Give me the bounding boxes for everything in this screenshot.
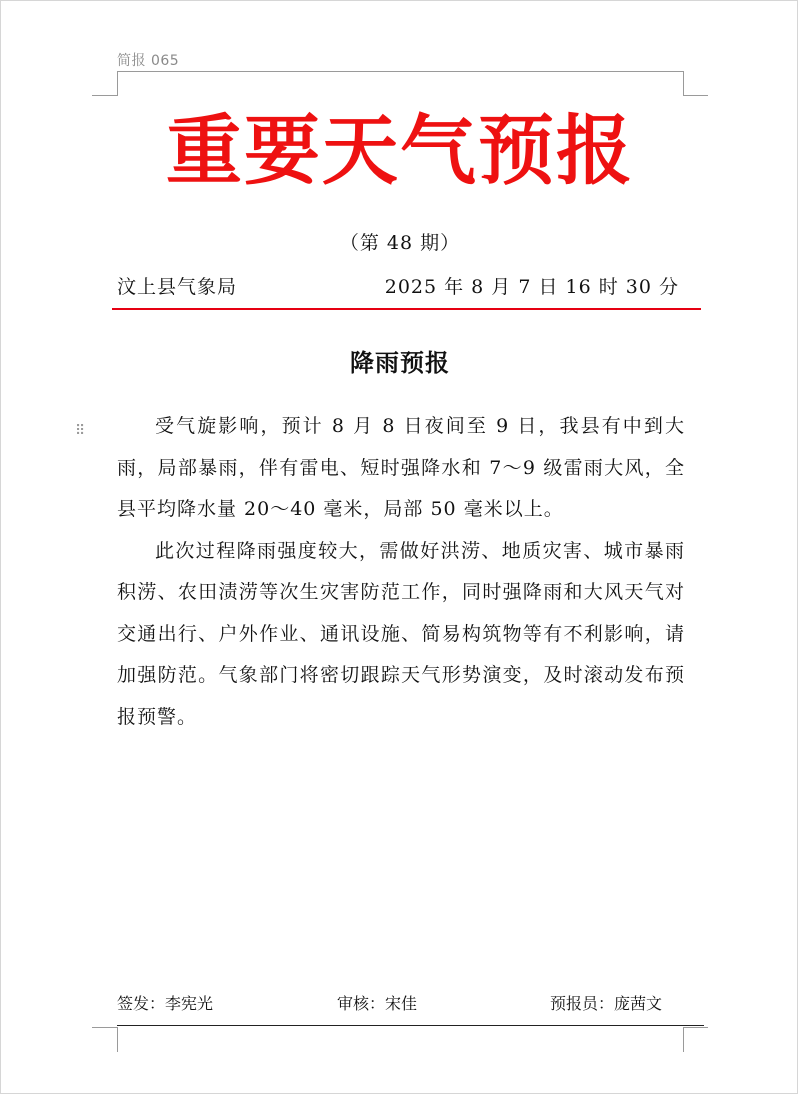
body-paragraph: 受气旋影响，预计 8 月 8 日夜间至 9 日，我县有中到大雨，局部暴雨，伴有雷电、短时强降水和 7～9 级雷雨大风，全县平均降水量 20～40 毫米，局部 50 毫米以上。 (117, 415, 685, 520)
drag-handle-icon[interactable]: ⠿ (75, 423, 86, 439)
issuer-signature: 签发：李宪光 (117, 994, 214, 1013)
organization: 汶上县气象局 (117, 276, 238, 298)
masthead-red-rule (112, 308, 701, 310)
crop-mark-bottom-right-v (683, 1027, 684, 1052)
header-label: 简报 065 (117, 53, 180, 69)
forecaster-signature: 预报员：庞茜文 (550, 994, 663, 1013)
document-body[interactable] (117, 406, 685, 738)
issue-datetime: 2025 年 8 月 7 日 16 时 30 分 (384, 276, 679, 298)
document-heading: 降雨预报 (350, 348, 450, 377)
crop-mark-top-right-h (683, 95, 708, 96)
crop-mark-top-left-v (117, 71, 118, 96)
crop-mark-top-left-h (92, 95, 117, 96)
reviewer-signature: 审核：宋佳 (337, 994, 418, 1013)
body-paragraph: 此次过程降雨强度较大，需做好洪涝、地质灾害、城市暴雨积涝、农田渍涝等次生灾害防范工作，同时强降雨和大风天气对交通出行、户外作业、通讯设施、简易构筑物等有不利影响，请加强防范。气象部门将密切跟踪天气形势演变，及时滚动发布预报预警。 (117, 539, 685, 728)
crop-mark-bottom-left-v (117, 1027, 118, 1052)
issue-number: （第 48 期） (339, 232, 461, 254)
header-rule (117, 71, 683, 72)
crop-mark-bottom-right-h (683, 1027, 708, 1028)
masthead-title: 重要天气预报 (166, 106, 634, 195)
footer-rule (117, 1025, 704, 1026)
crop-mark-top-right-v (683, 71, 684, 96)
crop-mark-bottom-left-h (92, 1027, 117, 1028)
